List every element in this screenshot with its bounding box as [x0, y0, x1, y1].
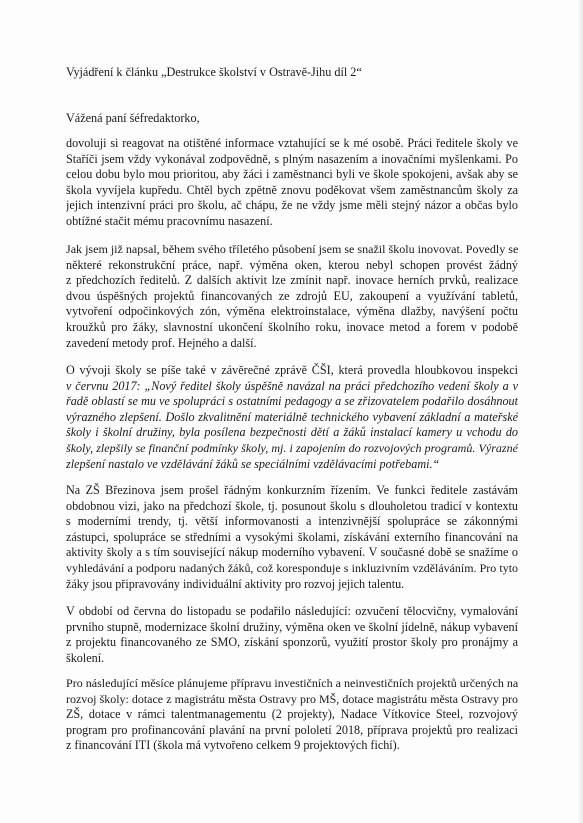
paragraph-line: školy i školní družiny, byla posílena bezpečnosti dětí a žáků instalací kamery u vchodu do: [66, 425, 518, 440]
paragraph-line: školy, zlepšily se finanční podmínky školy, mj. i zapojením do rozvojových programů. Výrazné: [66, 440, 518, 455]
paragraph-line: v červnu 2017: „Nový ředitel školy úspěšně navázal na práci předchozího vedení školy a v: [66, 378, 518, 393]
paragraph-line: z financování ITI (škola má vytvořeno celkem 9 projektových fichí).: [66, 738, 400, 753]
paragraph-line: celou dobu bylo mou prioritou, aby žáci i zaměstnanci byli ve škole spokojeni, avšak aby se: [66, 167, 518, 182]
paragraph-line: jejich intenzivní práci pro školu, ač chápu, že ne vždy jsme měli stejný názor a občas bylo: [66, 198, 518, 213]
paragraph-line: V období od června do listopadu se podařilo následující: ozvučení tělocvičny, vymalování: [66, 604, 518, 618]
paragraph-line: vyhledávání a podporu nadaných žáků, což koresponduje s inkluzivním vzděláváním. Pro tyto: [66, 560, 518, 575]
paragraph-line: obdobnou vizi, jako na předchozí škole, tj. posunout školu s dlouholetou tradicí v kontextu: [66, 498, 518, 513]
paragraph-line: rozvoj školy: dotace z magistrátu města Ostravy pro MŠ, dotace magistrátu města Ostravy pro: [66, 691, 518, 706]
page-edge-shadow: [577, 0, 583, 823]
paragraph-line: Pro následující měsíce plánujeme přípravu investičních a neinvestičních projektů určených na: [66, 676, 518, 690]
paragraph-line: dovoluji si reagovat na otištěné informace vztahující se k mé osobě. Práci ředitele školy ve: [66, 136, 518, 150]
paragraph-3: [66, 363, 518, 472]
paragraph-5: [66, 604, 518, 666]
paragraph-6: [66, 676, 518, 754]
paragraph-line: z předchozích ředitelů. Z dalších aktivit lze zmínit např. inovace herních prvků, realizace: [66, 273, 518, 288]
paragraph-1: [66, 136, 518, 230]
letter-title: Vyjádření k článku „Destrukce školství v Ostravě-Jihu díl 2“: [66, 65, 362, 79]
paragraph-line: zástupci, spolupráce se středními a vysokými školami, získávání externího financování na: [66, 529, 518, 544]
paragraph-line: obtížné stačit mému pracovnímu nasazení.: [66, 213, 273, 228]
paragraph-2: [66, 242, 518, 351]
paragraph-line: školení.: [66, 650, 105, 665]
paragraph-line: žáky jsou připravovány individuální aktivity pro rozvoj jejich talentu.: [66, 576, 405, 591]
paragraph-line: Jak jsem již napsal, během svého tříletého působení jsem se snažil školu inovovat. Povedly se: [66, 242, 518, 256]
paragraph-line: program pro profinancování plavání na první pololetí 2018, příprava projektů pro realizaci: [66, 722, 518, 737]
paragraph-4: [66, 483, 518, 592]
paragraph-line: některé rekonstrukční práce, např. výměna oken, kterou nebyl schopen provést žádný: [66, 257, 518, 272]
paragraph-line: z projektu financovaného ze SMO, získání sponzorů, využití prostor školy pro pronájmy a: [66, 635, 518, 650]
paragraph-line: s moderními trendy, tj. větší informovanosti a intenzivnější spolupráce se zákonnými: [66, 514, 518, 529]
paragraph-line: Staříči jsem vždy vykonával zodpovědně, s plným nasazením a inovačními myšlenkami. Po: [66, 151, 518, 166]
paragraph-line: zlepšení nastalo ve vzdělávání žáků se speciálními vzdělávacími potřebami.“: [66, 456, 440, 471]
paragraph-line: škola vyvíjela kupředu. Chtěl bych zpětně znovu poděkovat všem zaměstnancům školy za: [66, 182, 518, 197]
paragraph-line: O vývoji školy se píše také v závěrečné zprávě ČŠI, která provedla hloubkovou inspekci: [66, 363, 518, 377]
paragraph-line: dvou úspěšných projektů financovaných ze zdrojů EU, zakoupení a využívání tabletů,: [66, 288, 518, 303]
paragraph-line: vytvoření odpočinkových zón, výměna elektroinstalace, výměna dlažby, navýšení počtu: [66, 304, 518, 319]
paragraph-line: kroužků pro žáky, slavnostní ukončení školního roku, inovace metod a forem v podobě: [66, 319, 518, 334]
paragraph-line: aktivity školy a s tím související nákup moderního vybavení. V současné době se snažíme o: [66, 545, 518, 560]
paragraph-line: Na ZŠ Březinova jsem prošel řádným konkurzním řízením. Ve funkci ředitele zastávám: [66, 483, 518, 497]
paragraph-line: ZŠ, dotace v rámci talentmanagementu (2 projekty), Nadace Vítkovice Steel, rozvojový: [66, 707, 518, 722]
paragraph-line: řadě oblastí se mu ve spolupráci s ostatními pedagogy a se zřizovatelem podařilo dosáhnout: [66, 394, 518, 409]
paragraph-line: výrazného zlepšení. Došlo zkvalitnění materiálně technického vybavení základní a mateřské: [66, 409, 518, 424]
letter-salutation: Vážená paní šéfredaktorko,: [66, 111, 200, 125]
paragraph-line: prvního stupně, modernizace školní družiny, výměna oken ve školní jídelně, nákup vybavení: [66, 619, 518, 634]
paragraph-line: zavedení metody prof. Hejného a další.: [66, 335, 257, 350]
